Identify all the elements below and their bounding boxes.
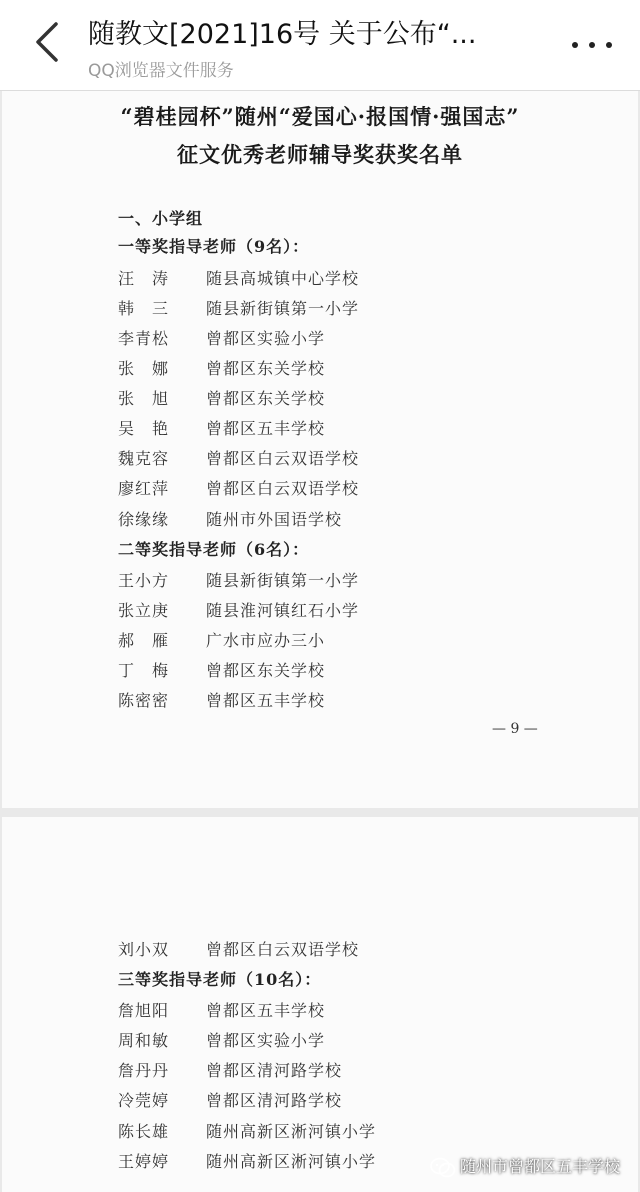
- list-item: 郝 雁 广水市应办三小: [118, 631, 326, 650]
- document-page-9: [2, 91, 638, 808]
- document-title: 随教文[2021]16号 关于公布“...: [88, 19, 477, 50]
- list-item: 陈长雄 随州高新区淅河镇小学: [118, 1122, 377, 1141]
- list-item: 吴 艳 曾都区五丰学校: [118, 419, 326, 438]
- chevron-left-icon: [28, 18, 68, 66]
- list-item: 徐缘缘 随州市外国语学校: [118, 510, 343, 529]
- list-item: 张立庚 随县淮河镇红石小学: [118, 601, 360, 620]
- page-number: — 9 —: [492, 721, 538, 737]
- list-item: 詹丹丹 曾都区清河路学校: [118, 1061, 343, 1080]
- list-item: 詹旭阳 曾都区五丰学校: [118, 1001, 326, 1020]
- list-item: 王小方 随县新街镇第一小学: [118, 571, 360, 590]
- document-page-10: [2, 817, 638, 1192]
- list-item: 刘小双 曾都区白云双语学校: [118, 940, 360, 959]
- list-item: 丁 梅 曾都区东关学校: [118, 661, 326, 680]
- prize2-heading: 二等奖指导老师（6名）：: [118, 540, 310, 559]
- wechat-icon: [430, 1157, 456, 1179]
- list-item: 周和敏 曾都区实验小学: [118, 1031, 326, 1050]
- doc-title-line1: “碧桂园杯”随州“爱国心·报国情·强国志”: [120, 104, 520, 129]
- section-heading: 一、小学组: [118, 209, 204, 228]
- list-item: 陈密密 曾都区五丰学校: [118, 691, 326, 710]
- source-label: QQ浏览器文件服务: [88, 61, 234, 81]
- list-item: 廖红萍 曾都区白云双语学校: [118, 479, 360, 498]
- top-bar: [0, 0, 640, 91]
- back-button[interactable]: [28, 18, 68, 66]
- prize3-heading: 三等奖指导老师（10名）：: [118, 970, 322, 989]
- prize1-heading: 一等奖指导老师（9名）：: [118, 237, 310, 256]
- more-dots-icon: [572, 42, 578, 48]
- doc-title-line2: 征文优秀老师辅导奖获奖名单: [177, 142, 463, 167]
- account-watermark: [430, 1154, 620, 1180]
- more-button[interactable]: [570, 38, 614, 52]
- watermark-text: 随州市曾都区五丰学校: [460, 1157, 621, 1176]
- list-item: 冷莞婷 曾都区清河路学校: [118, 1091, 343, 1110]
- list-item: 张 娜 曾都区东关学校: [118, 359, 326, 378]
- list-item: 张 旭 曾都区东关学校: [118, 389, 326, 408]
- list-item: 李青松 曾都区实验小学: [118, 329, 326, 348]
- list-item: 韩 三 随县新街镇第一小学: [118, 299, 360, 318]
- list-item: 王婷婷 随州高新区淅河镇小学: [118, 1152, 377, 1171]
- list-item: 魏克容 曾都区白云双语学校: [118, 449, 360, 468]
- list-item: 汪 涛 随县高城镇中心学校: [118, 269, 360, 288]
